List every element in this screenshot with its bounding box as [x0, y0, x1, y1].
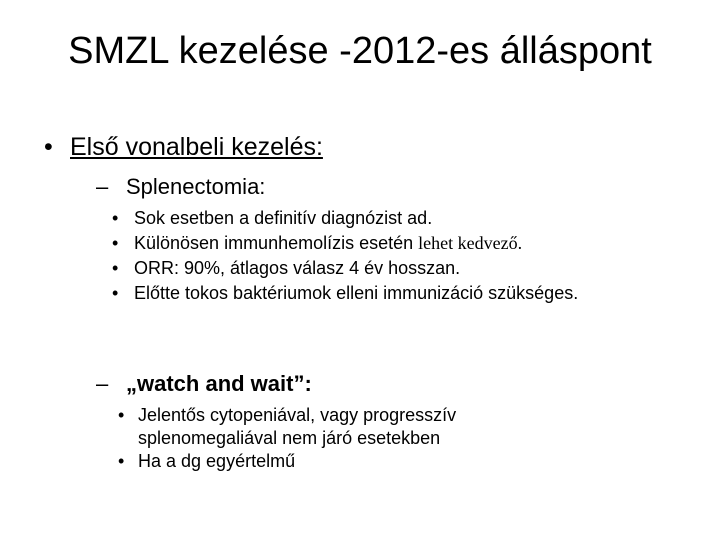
dash-icon: – — [96, 371, 109, 396]
first-line-treatment-label: Első vonalbeli kezelés: — [70, 133, 323, 161]
first-line-treatment-heading — [44, 131, 323, 163]
list-item-text: Sok esetben a definitív diagnózist ad. — [134, 208, 433, 228]
bullet-icon: • — [112, 283, 119, 303]
slide-title: SMZL kezelése -2012-es álláspont — [68, 30, 652, 72]
splenectomia-list — [112, 206, 712, 306]
list-item — [112, 231, 712, 256]
bullet-icon: • — [44, 133, 53, 161]
bullet-icon: • — [118, 451, 125, 471]
list-item-text: Különösen immunhemolízis esetén lehet kedvező. — [134, 233, 523, 253]
watch-and-wait-heading — [96, 370, 312, 398]
splenectomia-label: Splenectomia: — [126, 174, 266, 199]
splenectomia-heading — [96, 173, 265, 201]
list-item-text: Ha a dg egyértelmű — [138, 451, 296, 471]
list-item-text: Jelentős cytopeniával, vagy progresszív splenomegaliával nem járó esetekben — [138, 405, 457, 448]
dash-icon: – — [96, 174, 109, 199]
list-item — [118, 404, 708, 450]
list-item — [118, 450, 708, 473]
watch-and-wait-list — [118, 404, 708, 473]
bullet-icon: • — [118, 405, 125, 425]
bullet-icon: • — [112, 208, 119, 228]
bullet-icon: • — [112, 233, 119, 253]
list-item-text: ORR: 90%, átlagos válasz 4 év hosszan. — [134, 258, 461, 278]
watch-and-wait-label: „watch and wait”: — [126, 371, 312, 396]
bullet-icon: • — [112, 258, 119, 278]
list-item — [112, 256, 712, 281]
list-item-text: Előtte tokos baktériumok elleni immunizáció szükséges. — [134, 283, 579, 303]
list-item — [112, 281, 712, 306]
list-item — [112, 206, 712, 231]
